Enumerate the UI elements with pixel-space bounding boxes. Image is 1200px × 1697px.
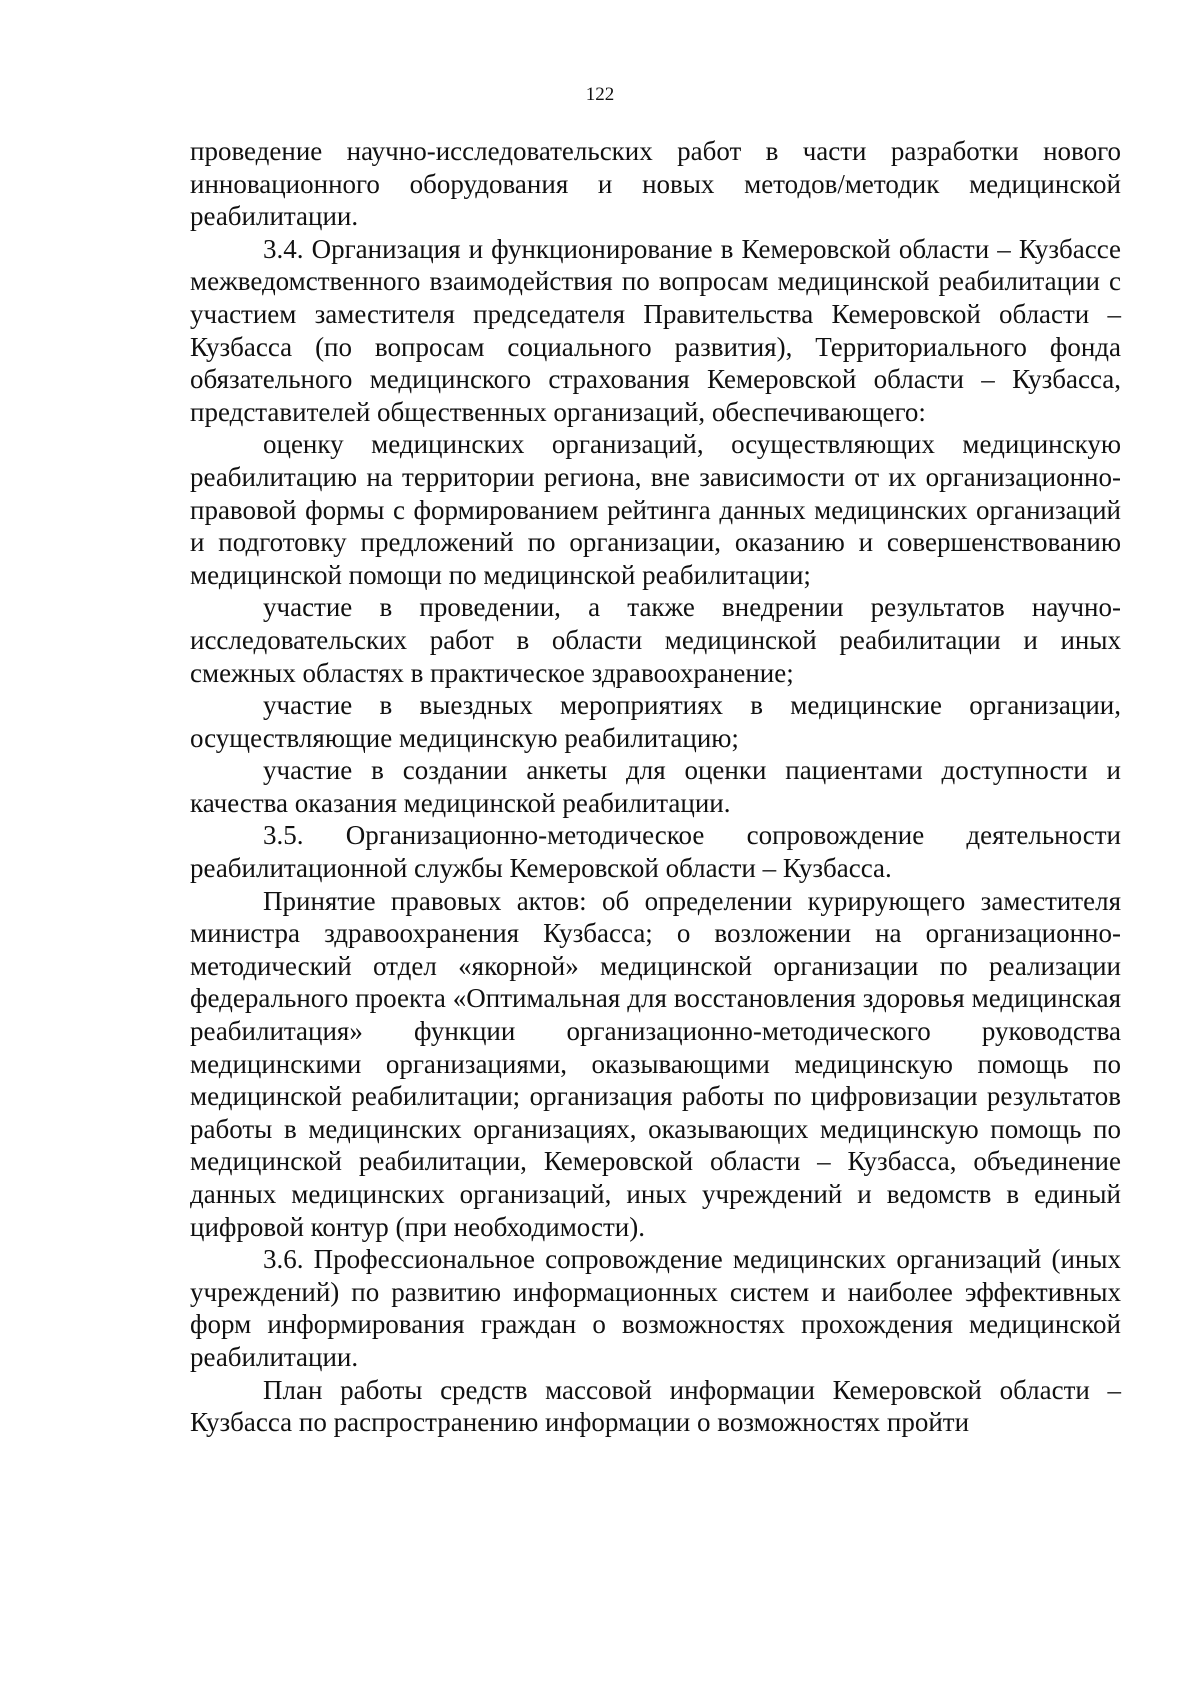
paragraph-media-plan: План работы средств массовой информации Кемеровской области – Кузбасса по распространению информации о возможностях пройти: [190, 1374, 1121, 1438]
paragraph-continuation: проведение научно-исследовательских работ в части разработки нового инновационного оборудования и новых методов/методик медицинской реабилитации.: [190, 136, 1121, 232]
paragraph-3-5: 3.5. Организационно-методическое сопровождение деятельности реабилитационной службы Кемеровской области – Кузбасса.: [190, 820, 1121, 884]
paragraph-3-6: 3.6. Профессиональное сопровождение медицинских организаций (иных учреждений) по развитию информационных систем и наиболее эффективных форм информирования граждан о возможностях прохождения медицинской реабилитации.: [190, 1244, 1121, 1372]
page-number: 122: [585, 84, 615, 105]
paragraph-field-events: участие в выездных мероприятиях в медицинские организации, осуществляющие медицинскую реабилитацию;: [190, 690, 1121, 753]
paragraph-assessment: оценку медицинских организаций, осуществляющих медицинскую реабилитацию на территории региона, вне зависимости от их организационно-правовой формы с формированием рейтинга данных медицинских организаций и подготовку предложений по организации, оказанию и совершенствованию медицинской помощи по медицинской реабилитации;: [190, 429, 1121, 590]
paragraph-3-4: 3.4. Организация и функционирование в Кемеровской области – Кузбассе межведомственного взаимодействия по вопросам медицинской реабилитации с участием заместителя председателя Правительства Кемеровской области – Кузбасса (по вопросам социального развития), Территориального фонда обязательного медицинского страхования Кемеровской области – Кузбасса, представителей общественных организаций, обеспечивающего:: [190, 233, 1121, 427]
paragraph-research-participation: участие в проведении, а также внедрении результатов научно-исследовательских работ в области медицинской реабилитации и иных смежных областях в практическое здравоохранение;: [190, 592, 1121, 688]
paragraph-questionnaire: участие в создании анкеты для оценки пациентами доступности и качества оказания медицинской реабилитации.: [190, 755, 1121, 818]
document-body: [190, 135, 1121, 1439]
paragraph-legal-acts: Принятие правовых актов: об определении курирующего заместителя министра здравоохранения Кузбасса; о возложении на организационно-методический отдел «якорной» медицинской организации по реализации федерального проекта «Оптимальная для восстановления здоровья медицинская реабилитация» функции организационно-методического руководства медицинскими организациями, оказывающими медицинскую помощь по медицинской реабилитации; организация работы по цифровизации результатов работы в медицинских организациях, оказывающих медицинскую помощь по медицинской реабилитации, Кемеровской области – Кузбасса, объединение данных медицинских организаций, иных учреждений и ведомств в единый цифровой контур (при необходимости).: [190, 885, 1121, 1242]
